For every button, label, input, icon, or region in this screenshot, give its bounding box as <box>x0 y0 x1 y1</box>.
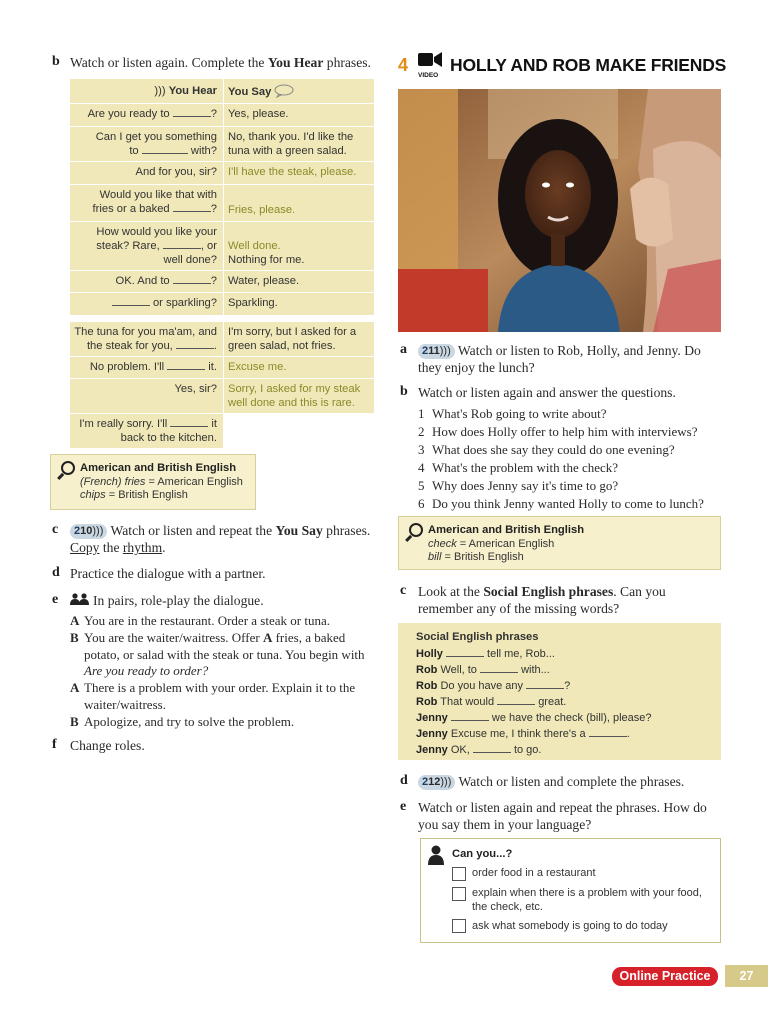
speaker-waves-icon: ))) <box>440 776 452 788</box>
table-row: Yes, sir? Sorry, I asked for my steak well done and this is rare. <box>70 379 374 414</box>
exercise-f-letter: f <box>52 737 57 752</box>
magnifying-glass-icon <box>61 461 75 475</box>
exercise-a-instruction: 2 11 ))) Watch or listen to Rob, Holly, and Jenny. Do they enjoy the lunch? <box>418 343 701 375</box>
table-row: or sparkling? Sparkling. <box>70 293 374 316</box>
you-say-header: You Say <box>223 79 374 103</box>
checkbox-icon[interactable] <box>452 919 466 933</box>
exercise-e2-instruction: Watch or listen again and repeat the phrases. How do you say them in your language? <box>418 800 707 832</box>
exercise-c2-letter: c <box>400 583 407 598</box>
page-number: 27 <box>725 965 768 987</box>
table-row: And for you, sir? I'll have the steak, please. <box>70 162 374 185</box>
list-item: 1 What's Rob going to write about? <box>418 406 607 421</box>
you-hear-header: ))) You Hear <box>70 79 223 103</box>
exercise-b2-instruction: Watch or listen again and answer the questions. <box>418 385 676 400</box>
speaker-waves-icon: ))) <box>92 525 104 537</box>
list-item: Rob Well, to with... <box>416 664 550 676</box>
table-row: OK. And to ? Water, please. <box>70 271 374 293</box>
section-title: HOLLY AND ROB MAKE FRIENDS <box>450 55 727 75</box>
exercise-a-letter: a <box>400 342 407 357</box>
video-camera-icon[interactable]: VIDEO <box>418 52 444 78</box>
exercise-c-instruction: 2 10 ))) Watch or listen and repeat the You Say phrases. Copy the rhythm. <box>70 523 371 555</box>
exercise-c-letter: c <box>52 522 59 537</box>
audio-track-badge[interactable]: 2 10 ))) <box>70 524 107 539</box>
section-number: 4 <box>398 55 409 75</box>
exercise-b2-letter: b <box>400 384 408 399</box>
audio-track-badge[interactable]: 2 11 ))) <box>418 344 455 359</box>
online-practice-button[interactable]: Online Practice <box>612 967 718 986</box>
exercise-d-letter: d <box>52 565 60 580</box>
person-icon <box>427 845 445 865</box>
table-row: Can I get you something to with? No, thank you. I'd like the tuna with a green salad. <box>70 127 374 162</box>
list-item: 4 What's the problem with the check? <box>418 459 619 475</box>
audio-track-badge[interactable]: 2 12 ))) <box>418 775 455 790</box>
list-item: Jenny Excuse me, I think there's a . <box>416 728 630 740</box>
list-item: Holly tell me, Rob... <box>416 648 555 660</box>
checkbox-icon[interactable] <box>452 887 466 901</box>
list-item: 2 How does Holly offer to help him with interviews? <box>418 423 698 439</box>
roleplay-list: A You are in the restaurant. Order a steak or tuna. B You are the waiter/waitress. Offer A fries, a baked potato, or salad with the steak or tuna. You begin with Are you ready to order? A There is a problem with your order. Explain it to the waiter/waitress. B Apologize, and try to solve the problem. <box>70 613 365 729</box>
can-you-box <box>420 838 721 943</box>
exercise-b-instruction: Watch or listen again. Complete the You Hear phrases. <box>70 55 371 70</box>
exercise-e2-letter: e <box>400 799 407 814</box>
table-header <box>70 79 374 104</box>
exercise-d-instruction: Practice the dialogue with a partner. <box>70 566 266 581</box>
exercise-b-letter: b <box>52 54 60 69</box>
list-item: 3 What does she say they could do one evening? <box>418 441 675 457</box>
checkbox-icon[interactable] <box>452 867 466 881</box>
american-british-box-right: American and British English check = American English bill = British English <box>398 516 721 570</box>
can-you-title: Can you...? <box>452 848 513 860</box>
table-row: Are you ready to ? Yes, please. <box>70 104 374 127</box>
magnifying-glass-icon <box>409 523 423 537</box>
table-row: The tuna for you ma'am, and the steak for you, . I'm sorry, but I asked for a green salad, not fries. <box>70 322 374 357</box>
speaker-waves-icon: ))) <box>439 345 451 357</box>
exercise-c2-instruction: Look at the Social English phrases. Can you remember any of the missing words? <box>418 584 666 616</box>
exercise-e-letter: e <box>52 592 59 607</box>
list-item: Jenny we have the check (bill), please? <box>416 712 652 724</box>
exercise-d2-instruction: 2 12 ))) Watch or listen and complete the phrases. <box>418 773 684 790</box>
social-english-box: Social English phrases Holly tell me, Rob... Rob Well, to with... Rob Do you have any ? Rob That would great. Jenny we have the check (bill), please? Jenny Excuse me, I think there's a . Jenny OK, to go. <box>398 623 721 760</box>
can-you-item: ask what somebody is going to do today <box>472 920 668 932</box>
exercise-f-instruction: Change roles. <box>70 738 145 753</box>
can-you-item: explain when there is a problem with your food, the check, etc. <box>472 887 702 913</box>
exercise-e-instruction: In pairs, role-play the dialogue. <box>93 593 264 608</box>
table-row: Would you like that with fries or a baked ? Fries, please. <box>70 185 374 222</box>
speech-bubble-icon <box>274 84 294 98</box>
list-item: 6 Do you think Jenny wanted Holly to come to lunch? <box>418 495 704 511</box>
dialogue-table <box>70 79 374 449</box>
speaker-waves-icon: ))) <box>154 85 169 97</box>
table-row: No problem. I'll it. Excuse me. <box>70 357 374 379</box>
exercise-d2-letter: d <box>400 773 408 788</box>
list-item: Jenny OK, to go. <box>416 744 542 756</box>
restaurant-photo <box>398 89 721 332</box>
table-row: I'm really sorry. I'll it back to the kitchen. <box>70 414 374 449</box>
list-item: Rob Do you have any ? <box>416 680 571 692</box>
can-you-item: order food in a restaurant <box>472 867 596 879</box>
pair-people-icon <box>70 593 90 605</box>
table-row: How would you like your steak? Rare, , or well done? Well done. Nothing for me. <box>70 222 374 271</box>
questions-list <box>418 405 704 512</box>
list-item: Rob That would great. <box>416 696 567 708</box>
list-item: 5 Why does Jenny say it's time to go? <box>418 477 619 493</box>
american-british-box: American and British English (French) fries = American English chips = British English <box>50 454 256 510</box>
